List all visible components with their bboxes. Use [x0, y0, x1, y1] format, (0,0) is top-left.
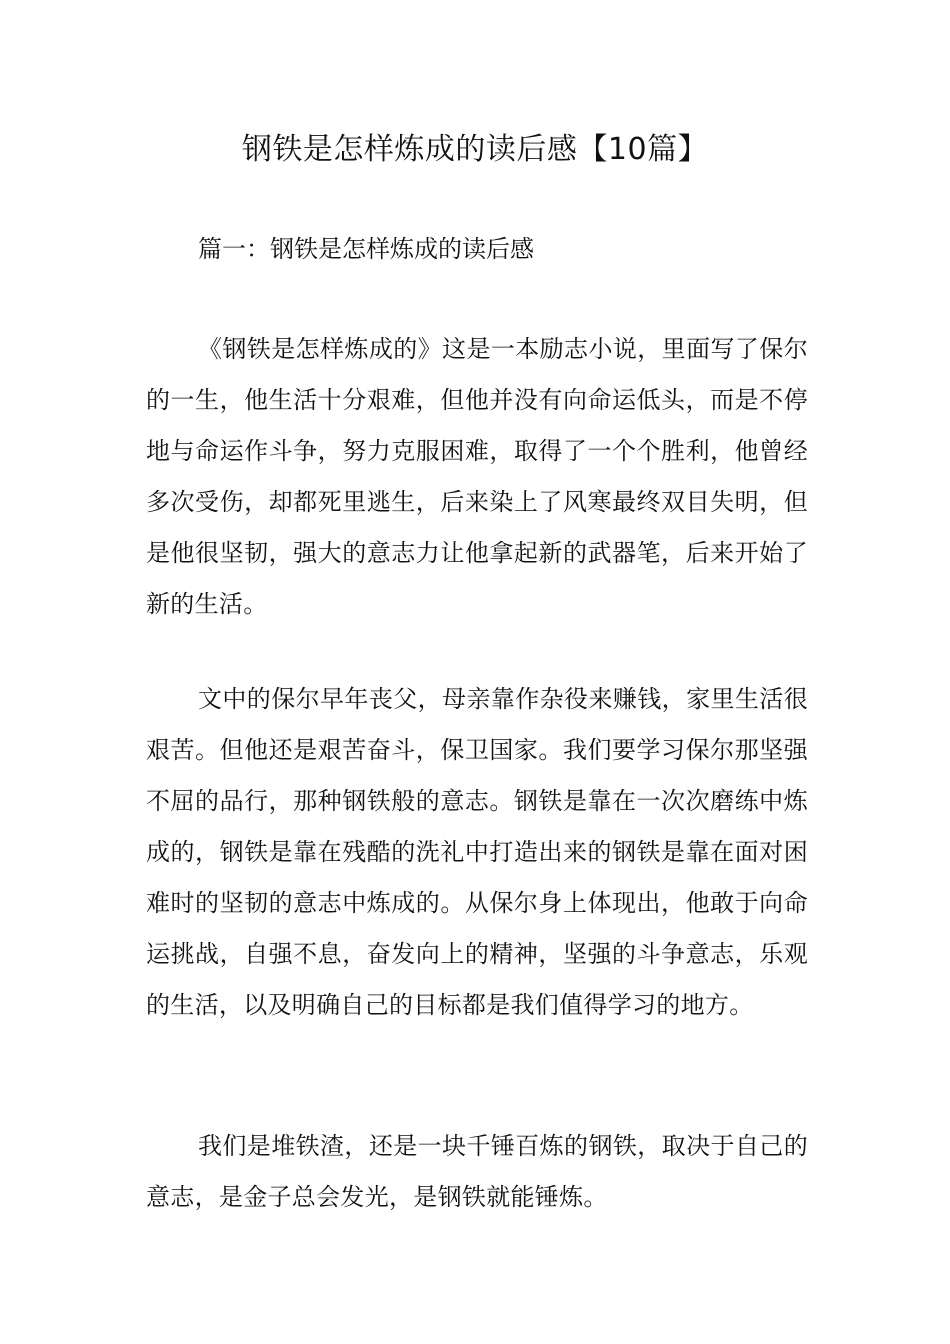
section-heading: 篇一：钢铁是怎样炼成的读后感 — [198, 235, 534, 263]
body-paragraph-3: 我们是堆铁渣，还是一块千锤百炼的钢铁，取决于自己的意志，是金子总会发光，是钢铁就能锤炼。 — [146, 1132, 808, 1211]
body-paragraph-1: 《钢铁是怎样炼成的》这是一本励志小说，里面写了保尔的一生，他生活十分艰难，但他并没有向命运低头，而是不停地与命运作斗争，努力克服困难，取得了一个个胜利，他曾经多次受伤，却都死里逃生，后来染上了风寒最终双目失明，但是他很坚韧，强大的意志力让他拿起新的武器笔，后来开始了新的生活。 — [146, 335, 808, 618]
body-paragraph-2: 文中的保尔早年丧父，母亲靠作杂役来赚钱，家里生活很艰苦。但他还是艰苦奋斗，保卫国家。我们要学习保尔那坚强不屈的品行，那种钢铁般的意志。钢铁是靠在一次次磨练中炼成的，钢铁是靠在残酷的洗礼中打造出来的钢铁是靠在面对困难时的坚韧的意志中炼成的。从保尔身上体现出，他敢于向命运挑战，自强不息，奋发向上的精神，坚强的斗争意志，乐观的生活，以及明确自己的目标都是我们值得学习的地方。 — [146, 685, 808, 1019]
document-title: 钢铁是怎样炼成的读后感【10篇】 — [241, 132, 709, 167]
